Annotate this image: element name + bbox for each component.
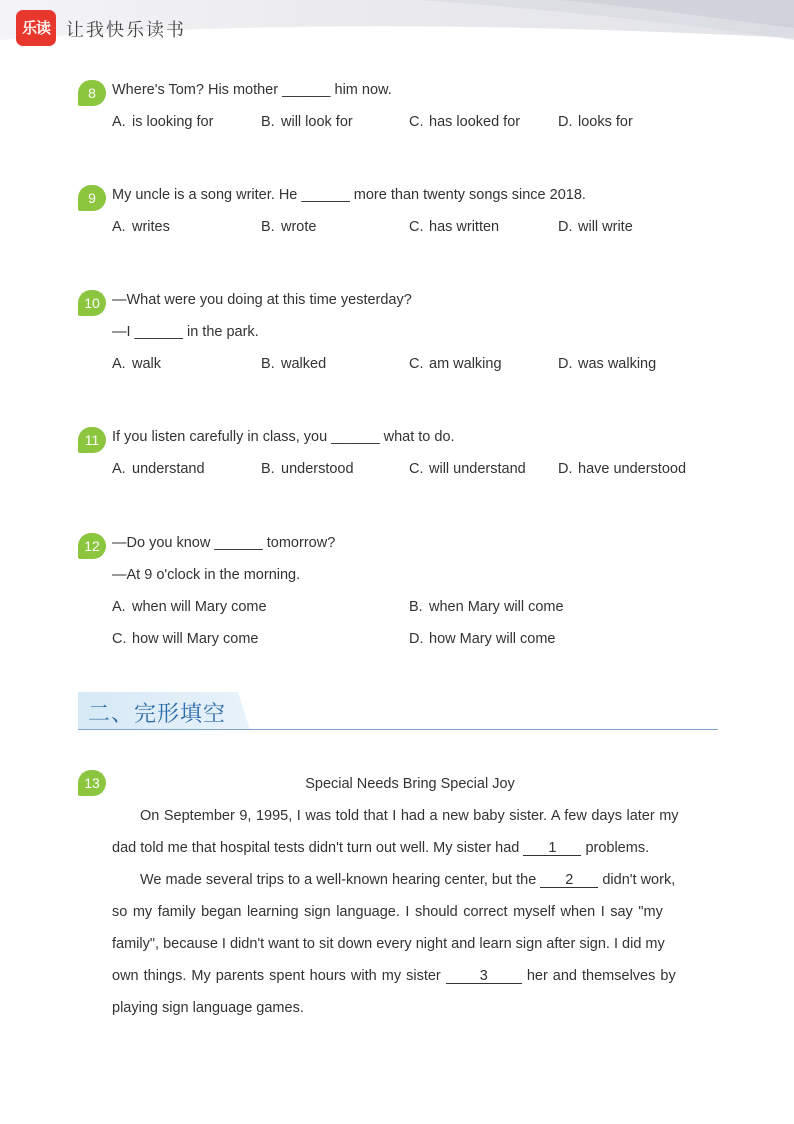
option-b: B. when Mary will come (409, 599, 564, 615)
option-a: A. understand (112, 461, 205, 477)
question-stem: Where's Tom? His mother ______ him now. (112, 82, 392, 98)
option-b: B. wrote (261, 219, 317, 235)
option-b: B. understood (261, 461, 354, 477)
option-b: B. walked (261, 356, 327, 372)
question-stem-line-2: —I ______ in the park. (112, 324, 259, 340)
option-d: D. have understood (558, 461, 687, 477)
section-title: 二、完形填空 (88, 702, 227, 727)
section-header (78, 692, 718, 732)
question-number-badge: 9 (78, 185, 106, 211)
option-d: D. will write (558, 219, 633, 235)
option-c: C. has written (409, 219, 500, 235)
brand-logo: 乐读 (16, 10, 56, 46)
question-stem: My uncle is a song writer. He ______ more than twenty songs since 2018. (112, 187, 586, 203)
brand-slogan: 让我快乐读书 (66, 20, 186, 41)
option-c: C. am walking (409, 356, 502, 372)
question-number-badge: 12 (78, 533, 106, 559)
option-a: A. walk (112, 356, 162, 372)
passage-line: playing sign language games. (112, 1000, 304, 1016)
option-d: D. how Mary will come (409, 631, 556, 647)
passage-title: Special Needs Bring Special Joy (305, 776, 515, 792)
cloze-blank-1[interactable]: 1 (523, 841, 581, 856)
question-stem-line-2: —At 9 o'clock in the morning. (112, 567, 301, 583)
question-number-badge: 8 (78, 80, 106, 106)
passage-line: own things. My parents spent hours with my sister 3 her and themselves by (112, 968, 676, 984)
option-d: D. was walking (558, 356, 657, 372)
question-stem: —Do you know ______ tomorrow? (112, 535, 336, 551)
option-c: C. how will Mary come (112, 631, 259, 647)
option-d: D. looks for (558, 114, 633, 130)
question-number-badge: 11 (78, 427, 106, 453)
option-a: A. is looking for (112, 114, 214, 130)
option-c: C. will understand (409, 461, 526, 477)
option-a: A. writes (112, 219, 170, 235)
question-number-badge: 10 (78, 290, 106, 316)
page-header (0, 0, 794, 60)
passage-line: On September 9, 1995, I was told that I had a new baby sister. A few days later my (140, 808, 679, 824)
option-c: C. has looked for (409, 114, 521, 130)
passage-line: so my family began learning sign language. I should correct myself when I say "my (112, 904, 663, 920)
question-number-badge: 13 (78, 770, 106, 796)
option-b: B. will look for (261, 114, 353, 130)
cloze-blank-2[interactable]: 2 (540, 873, 598, 888)
passage-line: dad told me that hospital tests didn't turn out well. My sister had 1 problems. (112, 840, 650, 856)
question-stem: If you listen carefully in class, you ______ what to do. (112, 429, 455, 445)
cloze-blank-3[interactable]: 3 (446, 969, 522, 984)
passage-line: family", because I didn't want to sit down every night and learn sign after sign. I did my (112, 936, 665, 952)
passage-line: We made several trips to a well-known hearing center, but the 2 didn't work, (140, 872, 676, 888)
option-a: A. when will Mary come (112, 599, 267, 615)
question-stem: —What were you doing at this time yesterday? (112, 292, 412, 308)
section-divider (78, 729, 718, 730)
